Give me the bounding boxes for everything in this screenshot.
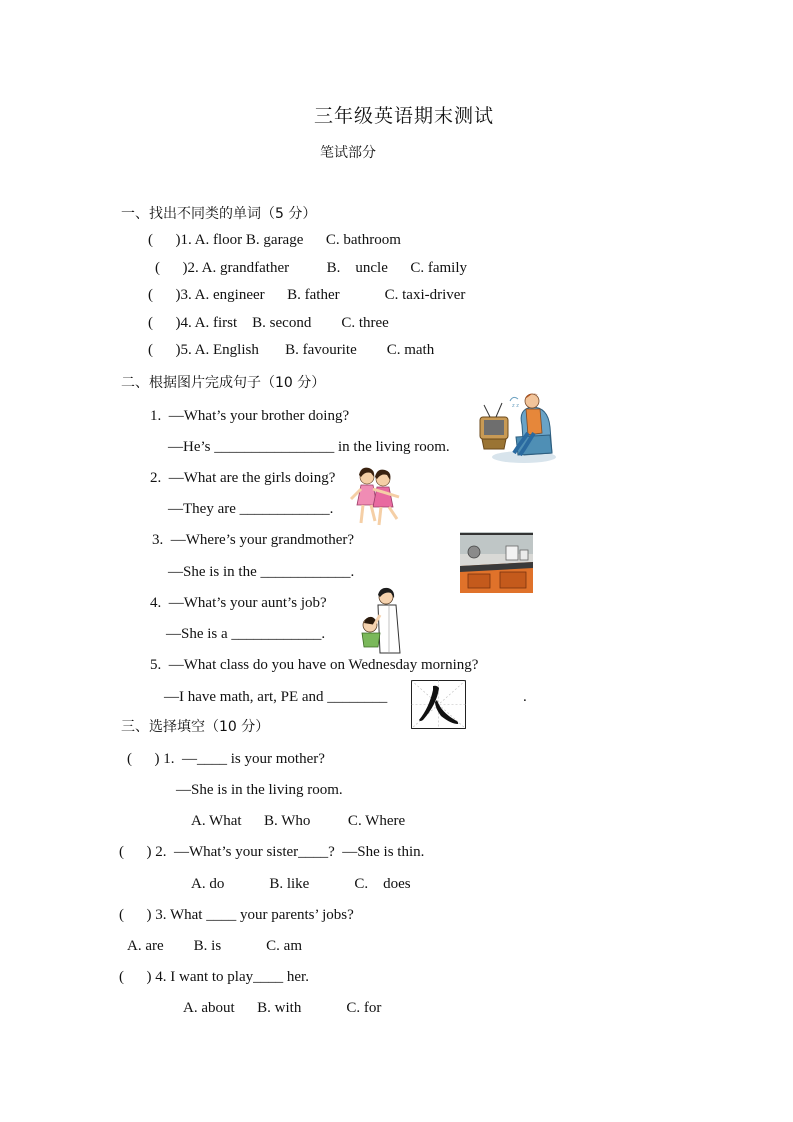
answer-line: —I have math, art, PE and ________ [164, 689, 388, 705]
options-line: A. about B. with C. for [183, 1000, 382, 1016]
question-line: 3. —Where’s your grandmother? [152, 532, 355, 548]
question-line: ( )3. A. engineer B. father C. taxi-driver [148, 287, 466, 303]
page-subtitle: 笔试部分 [320, 145, 376, 161]
page-title: 三年级英语期末测试 [314, 105, 495, 127]
section-heading: 一、找出不同类的单词（5 分） [121, 206, 317, 222]
answer-end-period: . [523, 689, 527, 705]
options-line: A. do B. like C. does [191, 876, 411, 892]
options-line: A. What B. Who C. Where [191, 813, 406, 829]
question-line: ( )1. A. floor B. garage C. bathroom [148, 232, 401, 248]
answer-line: —She is in the living room. [176, 782, 343, 798]
section-heading: 二、根据图片完成句子（10 分） [121, 375, 326, 391]
doctor-image [358, 585, 404, 655]
question-line: ( )5. A. English B. favourite C. math [148, 342, 435, 358]
kitchen-image [460, 532, 533, 593]
girls-dancing-image [347, 463, 411, 531]
watching-tv-image [474, 387, 558, 465]
question-line: ( ) 4. I want to play____ her. [119, 969, 309, 985]
question-line: ( )2. A. grandfather B. uncle C. family [155, 260, 468, 276]
options-line: A. are B. is C. am [127, 938, 302, 954]
calligraphy-image [411, 680, 466, 729]
svg-text:z z: z z [512, 403, 519, 409]
question-line: ( ) 1. —____ is your mother? [127, 751, 325, 767]
question-line: 2. —What are the girls doing? [150, 470, 336, 486]
answer-line: —They are ____________. [168, 501, 334, 517]
question-line: 4. —What’s your aunt’s job? [150, 595, 327, 611]
answer-line: —He’s ________________ in the living room. [168, 439, 450, 455]
question-line: ( ) 2. —What’s your sister____? —She is thin. [119, 844, 425, 860]
section-heading: 三、选择填空（10 分） [121, 719, 270, 735]
answer-line: —She is in the ____________. [168, 564, 355, 580]
question-line: 1. —What’s your brother doing? [150, 408, 350, 424]
question-line: ( )4. A. first B. second C. three [148, 315, 389, 331]
answer-line: —She is a ____________. [166, 626, 326, 642]
question-line: ( ) 3. What ____ your parents’ jobs? [119, 907, 354, 923]
question-line: 5. —What class do you have on Wednesday morning? [150, 657, 479, 673]
